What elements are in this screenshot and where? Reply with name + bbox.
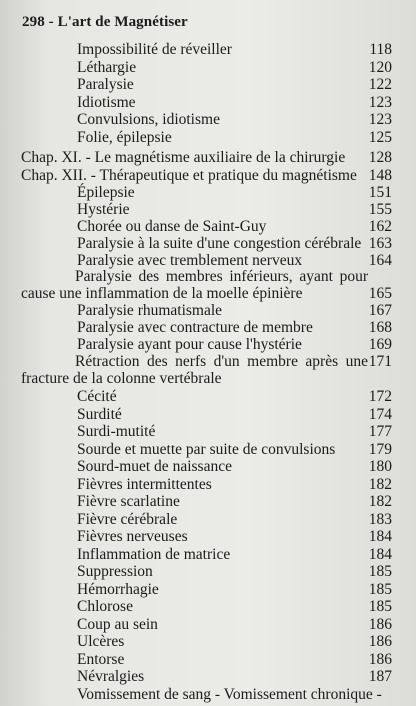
toc-entry-title: Paralysie rhumatismale [77,302,223,319]
toc-entry-page: 123 [368,111,392,128]
toc-entry-title: Paralysie avec contracture de membre [77,319,313,336]
toc-entry [0,632,416,651]
toc-entry-title: Fièvre scarlatine [77,493,180,510]
toc-entry-title: fracture de la colonne vertébrale [21,370,222,387]
toc-entry-title: Suppression [77,563,153,580]
toc-entry-title: Chorée ou danse de Saint-Guy [77,217,267,235]
toc-entry-title: Surdi-mutité [77,423,156,440]
toc-entry [0,93,416,112]
toc-entry-page: 125 [368,128,392,146]
toc-entry-title: Rétraction des nerfs d'un membre après une [75,353,368,370]
toc-entry-title: Folie, épilepsie [77,128,172,146]
toc-entry-title: Cécité [77,388,117,405]
toc-entry-title: Paralysie avec tremblement nerveux [77,251,303,269]
toc-entry-page: 182 [368,493,392,510]
toc-entry-title: Hystérie [77,200,130,218]
toc-entry [0,58,416,77]
toc-entry-title: Névralgies [77,668,145,685]
toc-entry [0,650,416,669]
toc-entry-page: 182 [368,475,392,493]
toc-entry [0,685,416,704]
toc-entry [0,422,416,441]
toc-entry-title: Entorse [77,650,125,668]
toc-entry-title: Convulsions, idiotisme [77,111,220,128]
toc-entry [0,405,416,424]
toc-entry-page: 185 [368,580,392,598]
toc-entry-title: Sourd-muet de naissance [77,458,232,475]
toc-entry-page: 167 [368,302,392,319]
toc-entry-title: Paralysie [77,76,134,93]
toc-entry-page: 123 [368,93,392,111]
toc-entry [0,562,416,581]
toc-entry-title: Coup au sein [77,615,158,633]
toc-entry-page: 148 [368,166,392,184]
toc-entry-page: 183 [368,510,392,528]
toc-entry-page: 163 [368,234,392,252]
toc-entry-title: Sourde et muette par suite de convulsions [77,440,336,458]
toc-entry [0,667,416,686]
toc-entry [0,510,416,529]
toc-entry-page: 186 [368,650,392,668]
toc-entry-title: Inflammation de matrice [77,545,231,563]
toc-entry [0,492,416,511]
toc-entry-page: 168 [368,319,392,336]
toc-entry-title: Paralysie à la suite d'une congestion cérébrale [77,234,362,252]
toc-entry [0,110,416,129]
toc-entry-page: 187 [368,668,392,685]
toc-entry-title: Fièvres nerveuses [77,528,188,545]
toc-entry-title: cause une inflammation de la moelle épinière [21,284,303,302]
toc-entry-title: Paralysie des membres inférieurs, ayant pour [75,267,368,285]
toc-entry-page: 155 [368,200,392,218]
toc-entry-title: Surdité [77,405,122,423]
toc-entry-page: 165 [368,284,392,302]
toc-entry-title: Chap. XII. - Thérapeutique et pratique du magnétisme [21,166,357,184]
toc-entry-title: Fièvre cérébrale [77,510,178,528]
toc-entry-page: 186 [368,615,392,633]
toc-entry [0,440,416,459]
toc-entry-page: 171 [368,353,392,370]
toc-entry-page: 128 [368,149,392,166]
toc-entry-page: 180 [368,458,392,475]
toc-entry-title: Épilepsie [77,183,135,201]
toc-entry-title: Chap. XI. - Le magnétisme auxiliaire de la chirurgie [21,149,346,166]
toc-entry-page: 186 [368,633,392,650]
toc-entry-page: 174 [368,405,392,423]
toc-entry-title: Chlorose [77,598,133,615]
toc-entry-page: 118 [369,41,392,58]
toc-entry-title: Impossibilité de réveiller [77,41,232,58]
toc-entry-page: 151 [368,183,392,201]
toc-entry-page: 122 [368,76,392,93]
toc-entry [0,615,416,634]
toc-entry-page: 169 [368,336,392,353]
toc-entry-page: 172 [368,388,392,405]
toc-entry-page: 185 [368,598,392,615]
toc-entry-page: 184 [368,528,392,545]
toc-entry [0,545,416,564]
page-header: 298 - L'art de Magnétiser [22,14,188,30]
toc-entry [0,128,416,147]
toc-entry-title: Léthargie [77,58,137,76]
toc-entry [0,284,416,303]
toc-entry [0,597,416,616]
toc-entry [0,148,416,167]
toc-entry-title: Fièvres intermittentes [77,475,212,493]
toc-entry-title: Ulcères [77,633,125,650]
toc-entry-title: Paralysie ayant pour cause l'hystérie [77,336,302,353]
toc-entry-page: 164 [368,251,392,269]
toc-entry [0,40,416,59]
toc-entry-page: 120 [368,58,392,76]
toc-entry [0,475,416,494]
toc-entry-page: 184 [368,545,392,563]
toc-entry-page: 177 [368,423,392,440]
toc-entry-page: 185 [368,563,392,580]
toc-entry-page: 162 [368,217,392,235]
toc-entry-title: Idiotisme [77,93,136,111]
toc-entry [0,457,416,476]
toc-entry [0,527,416,546]
toc-entry [0,387,416,406]
toc-entry-page: 179 [368,440,392,458]
toc-entry [0,580,416,599]
toc-entry [0,75,416,94]
toc-entry [0,369,416,388]
toc-entry-title: Vomissement de sang - Vomissement chronique - [77,685,382,703]
toc-entry-title: Hémorrhagie [77,580,159,598]
